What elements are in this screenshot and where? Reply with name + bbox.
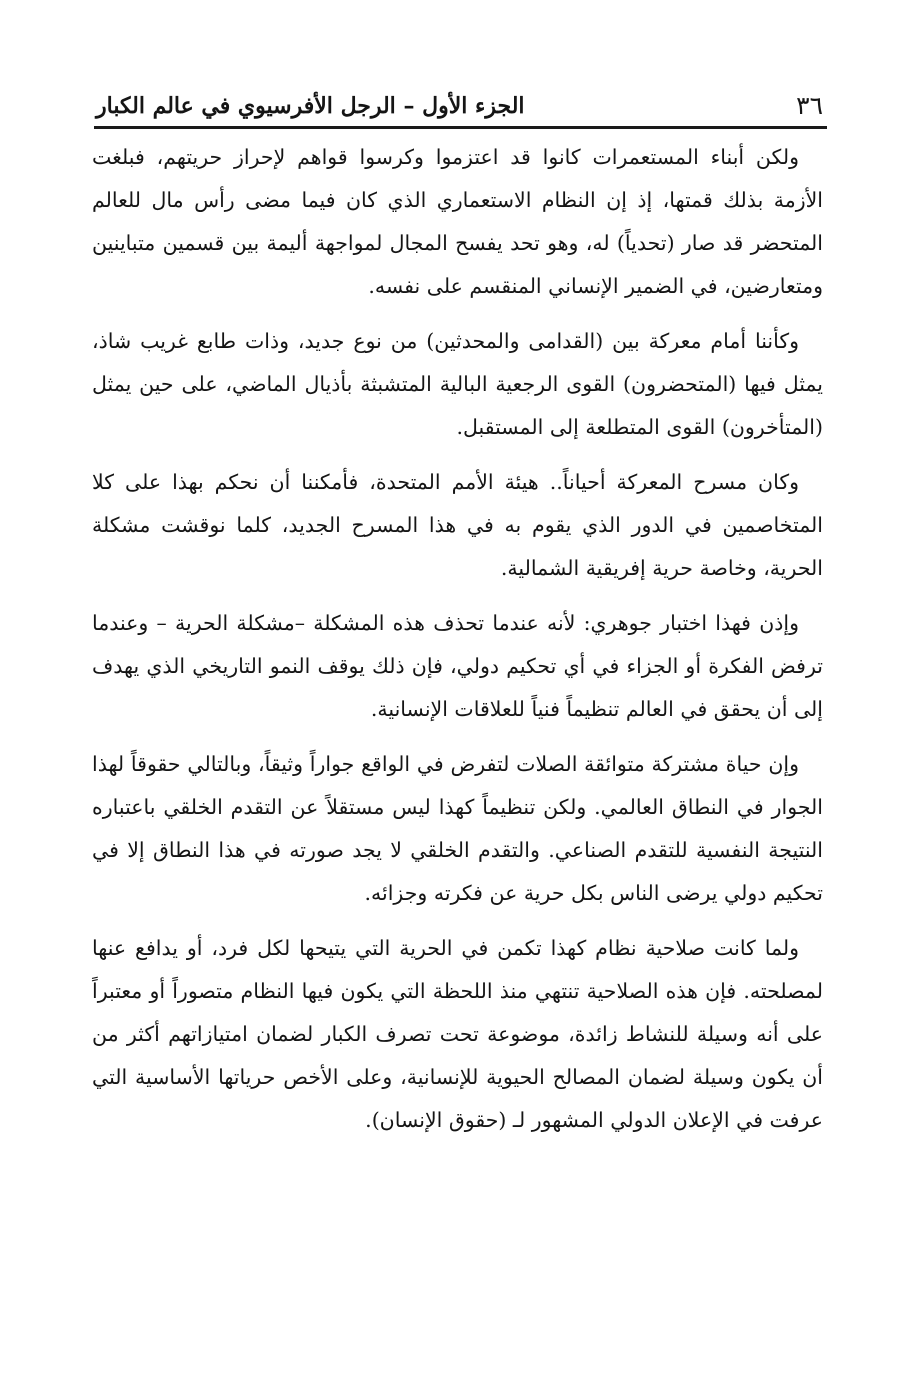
paragraph: وإن حياة مشتركة متوائقة الصلات لتفرض في الواقع جواراً وثيقاً، وبالتالي حقوقاً لهذا الجوار في النطاق العالمي. ولكن تنظيماً كهذا ليس مستقلاً عن التقدم الخلقي باعتباره النتيجة النفسية للتقدم الصناعي. والتقدم الخلقي لا يجد صورته في هذا النطاق إلا في تحكيم دولي يرضى الناس بكل حرية عن فكرته وجزائه.: [92, 752, 823, 905]
page-number: ٣٦: [796, 91, 823, 120]
paragraph: ولما كانت صلاحية نظام كهذا تكمن في الحرية التي يتيحها لكل فرد، أو يدافع عنها لمصلحته. فإن هذه الصلاحية تنتهي منذ اللحظة التي يكون فيها النظام متصوراً أو معتبراً على أنه وسيلة للنشاط زائدة، موضوعة تحت تصرف الكبار لضمان امتيازاتهم أكثر من أن يكون وسيلة لضمان المصالح الحيوية للإنسانية، وعلى الأخص حرياتها الأساسية التي عرفت في الإعلان الدولي المشهور لـ (حقوق الإنسان).: [92, 936, 823, 1132]
paragraph: وإذن فهذا اختبار جوهري: لأنه عندما تحذف هذه المشكلة –مشكلة الحرية – وعندما ترفض الفكرة أو الجزاء في أي تحكيم دولي، فإن ذلك يوقف النمو التاريخي الذي يهدف إلى أن يحقق في العالم تنظيماً فنياً للعلاقات الإنسانية.: [92, 611, 823, 721]
paragraph: وكان مسرح المعركة أحياناً.. هيئة الأمم المتحدة، فأمكننا أن نحكم بهذا على كلا المتخاصمين في الدور الذي يقوم به في هذا المسرح الجديد، كلما نوقشت مشكلة الحرية، وخاصة حرية إفريقية الشمالية.: [92, 470, 823, 580]
paragraph: وكأننا أمام معركة بين (القدامى والمحدثين) من نوع جديد، وذات طابع غريب شاذ، يمثل فيها (المتحضرون) القوى الرجعية البالية المتشبثة بأذيال الماضي، على حين يمثل (المتأخرون) القوى المتطلعة إلى المستقبل.: [92, 329, 823, 439]
running-title: الجزء الأول – الرجل الأفرسيوي في عالم الكبار: [96, 93, 525, 119]
page-body: [92, 136, 823, 1154]
page-header: [94, 82, 827, 129]
paragraph: ولكن أبناء المستعمرات كانوا قد اعتزموا وكرسوا قواهم لإحراز حريتهم، فبلغت الأزمة بذلك قمتها، إذ إن النظام الاستعماري الذي كان فيما مضى رأس مال للعالم المتحضر قد صار (تحدياً) له، وهو تحد يفسح المجال لمواجهة أليمة بين قسمين متباينين ومتعارضين، في الضمير الإنساني المنقسم على نفسه.: [92, 145, 823, 298]
